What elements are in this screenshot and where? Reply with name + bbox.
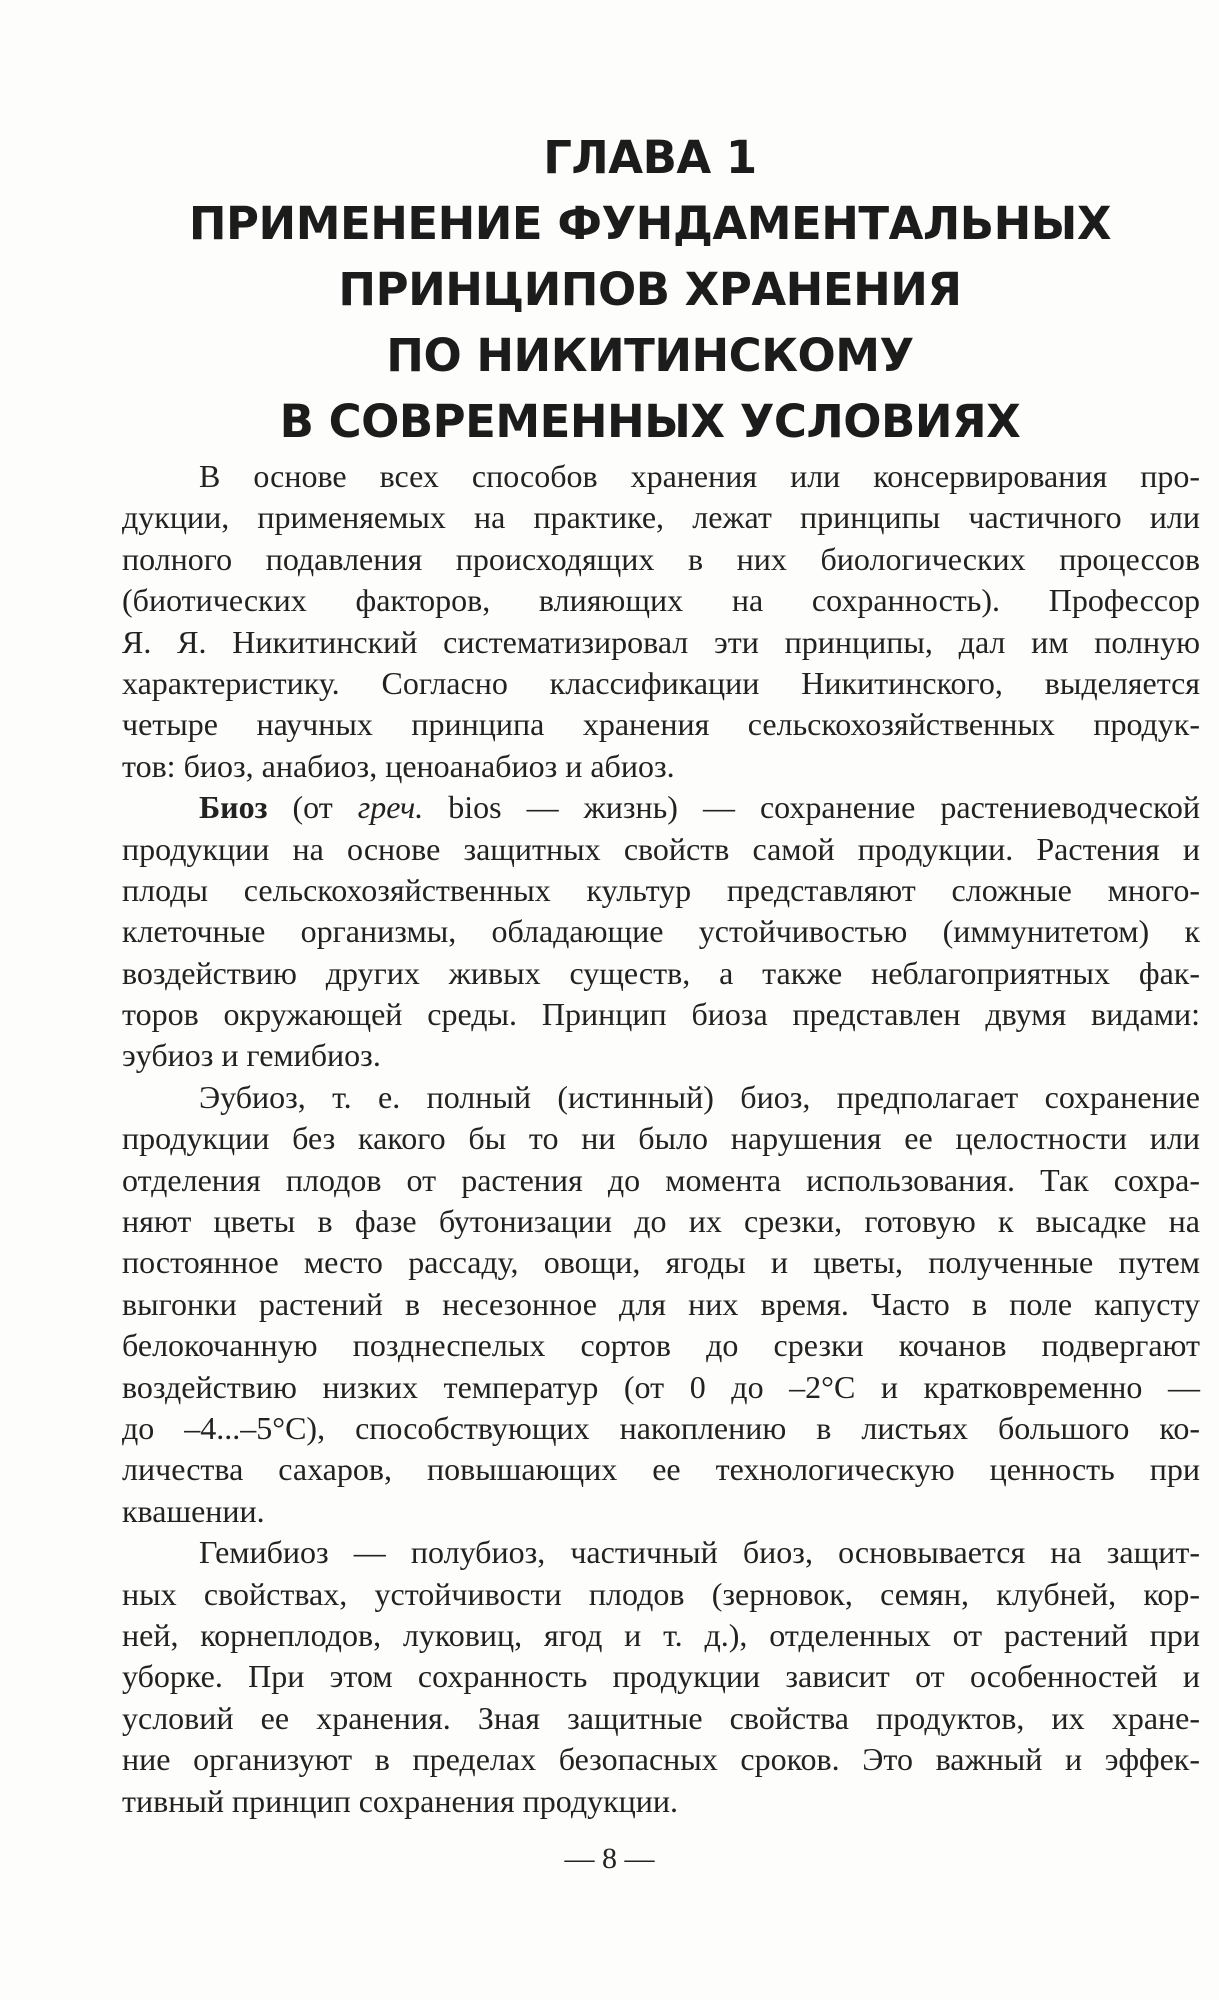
chapter-title-line: ПО НИКИТИНСКОМУ	[386, 329, 914, 382]
page-number: — 8 —	[564, 1842, 655, 1875]
text-line: плоды сельскохозяйственных культур представляют сложные много-	[122, 871, 1200, 908]
text-line: няют цветы в фазе бутонизации до их срезки, готовую к высадке на	[122, 1203, 1200, 1240]
language-abbreviation: греч.	[357, 789, 424, 826]
paragraph-intro	[122, 456, 1200, 787]
text-line: уборке. При этом сохранность продукции зависит от особенностей и	[122, 1658, 1200, 1695]
text-line: В основе всех способов хранения или консервирования про-	[199, 458, 1200, 494]
text-line: эубиоз и гемибиоз.	[122, 1037, 381, 1074]
paragraph-gemibioz	[122, 1532, 1200, 1822]
chapter-title-line: ПРИНЦИПОВ ХРАНЕНИЯ	[338, 263, 962, 316]
chapter-title-line: В СОВРЕМЕННЫХ УСЛОВИЯХ	[279, 395, 1021, 448]
text-line: ных свойствах, устойчивости плодов (зерновок, семян, клубней, кор-	[122, 1575, 1200, 1612]
text-line: ней, корнеплодов, луковиц, ягод и т. д.), отделенных от растений при	[122, 1616, 1200, 1653]
chapter-heading	[150, 125, 1150, 455]
text-line: полного подавления происходящих в них биологических процессов	[122, 540, 1200, 577]
text-line: дукции, применяемых на практике, лежат принципы частичного или	[122, 499, 1200, 536]
chapter-number: ГЛАВА 1	[543, 131, 757, 184]
text-line: отделения плодов от растения до момента использования. Так сохра-	[122, 1161, 1200, 1198]
text-line: Эубиоз, т. е. полный (истинный) биоз, предполагает сохранение	[199, 1078, 1200, 1115]
text-line: клеточные организмы, обладающие устойчивостью (иммунитетом) к	[122, 913, 1200, 950]
text-line	[122, 787, 1200, 828]
chapter-title-line: ПРИМЕНЕНИЕ ФУНДАМЕНТАЛЬНЫХ	[188, 197, 1112, 250]
text-fragment: (от	[292, 789, 358, 826]
text-line: продукции без какого бы то ни было нарушения ее целостности или	[122, 1120, 1200, 1157]
body-text	[122, 456, 1200, 1822]
text-line: Я. Я. Никитинский систематизировал эти принципы, дал им полную	[122, 623, 1200, 660]
text-line: (биотических факторов, влияющих на сохранность). Профессор	[122, 582, 1200, 619]
text-line: продукции на основе защитных свойств самой продукции. Растения и	[122, 830, 1200, 867]
text-line: тивный принцип сохранения продукции.	[122, 1782, 679, 1819]
text-line: личества сахаров, повышающих ее технологическую ценность при	[122, 1451, 1200, 1488]
text-fragment: bios — жизнь) — сохранение растениеводческой	[423, 789, 1201, 826]
text-line: характеристику. Согласно классификации Никитинского, выделяется	[122, 664, 1200, 701]
text-line: постоянное место рассаду, овощи, ягоды и цветы, полученные путем	[122, 1244, 1200, 1281]
text-line: условий ее хранения. Зная защитные свойства продуктов, их хране-	[122, 1699, 1200, 1736]
text-line: белокочанную позднеспелых сортов до срезки кочанов подвергают	[122, 1327, 1200, 1364]
paragraph-bioz	[122, 787, 1200, 1077]
text-line: до –4...–5°С), способствующих накоплению в листьях большого ко-	[122, 1409, 1200, 1446]
text-line: Гемибиоз — полубиоз, частичный биоз, основывается на защит-	[199, 1534, 1200, 1571]
text-line: выгонки растений в несезонное для них время. Часто в поле капусту	[122, 1285, 1200, 1322]
paragraph-eubioz	[122, 1077, 1200, 1532]
text-line: воздействию других живых существ, а также неблагоприятных фак-	[122, 954, 1200, 991]
text-line: четыре научных принципа хранения сельскохозяйственных продук-	[122, 706, 1200, 743]
text-line: торов окружающей среды. Принцип биоза представлен двумя видами:	[122, 996, 1200, 1033]
term-bioz: Биоз	[199, 789, 268, 826]
text-line: воздействию низких температур (от 0 до –2°С и кратковременно —	[122, 1368, 1200, 1405]
text-line: квашении.	[122, 1492, 265, 1529]
text-line: тов: биоз, анабиоз, ценоанабиоз и абиоз.	[122, 747, 675, 784]
text-line: ние организуют в пределах безопасных сроков. Это важный и эффек-	[122, 1741, 1200, 1778]
